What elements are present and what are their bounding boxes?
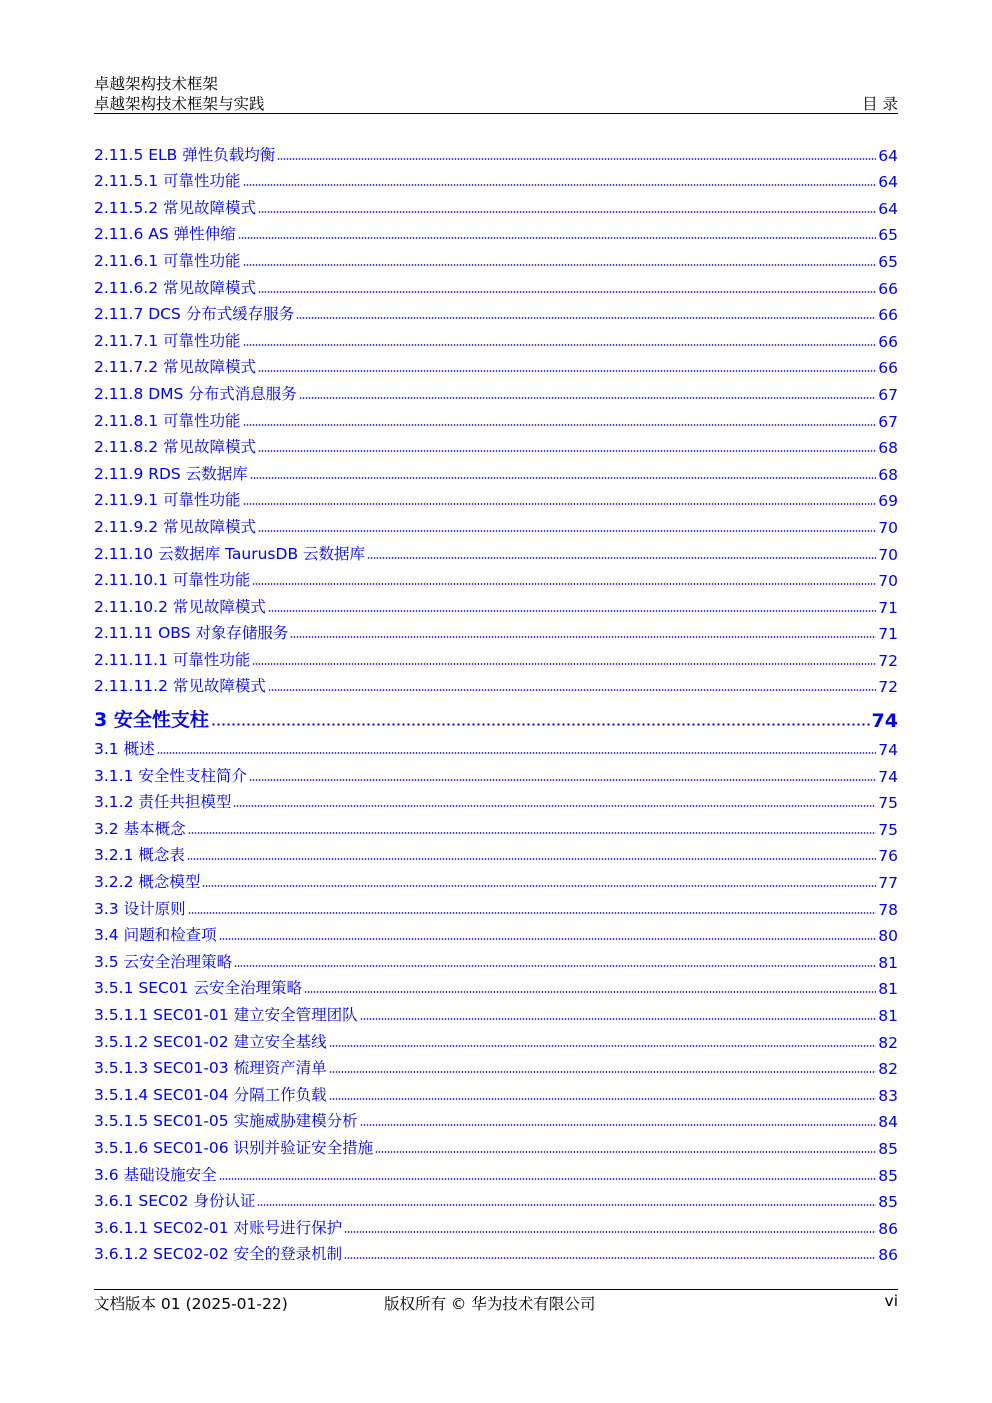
toc-dot-leader: [243, 344, 877, 346]
toc-entry-title: 2.11.11.1 可靠性功能: [94, 650, 251, 669]
toc-entry-link[interactable]: [94, 138, 898, 165]
toc-page-number: 69: [878, 492, 898, 511]
toc-dot-leader: [258, 211, 876, 213]
toc-dot-leader: [219, 1178, 877, 1180]
header-section-label: 目 录: [862, 95, 898, 113]
toc-page-number: 85: [878, 1139, 898, 1158]
toc-entry-title: 3.2.1 概念表: [94, 846, 185, 865]
toc-entry-link[interactable]: [94, 377, 898, 404]
toc-entry-title: 2.11.9.2 常见故障模式: [94, 517, 257, 536]
toc-dot-leader: [329, 1045, 877, 1047]
toc-entry-link[interactable]: [94, 865, 898, 892]
toc-dot-leader: [187, 858, 876, 860]
toc-page-number: 67: [878, 385, 898, 404]
toc-entry-title: 2.11.11 OBS 对象存储服务: [94, 624, 289, 643]
toc-entry-title: 2.11.10 云数据库 TaurusDB 云数据库: [94, 544, 366, 563]
toc-page-number: 86: [878, 1246, 898, 1265]
toc-chapter-link[interactable]: [94, 696, 898, 732]
toc-page-number: 72: [878, 651, 898, 670]
toc-page-number: 65: [878, 252, 898, 271]
toc-page-number: 67: [878, 412, 898, 431]
toc-entry-title: 2.11.9.1 可靠性功能: [94, 491, 241, 510]
toc-page-number: 66: [878, 279, 898, 298]
page-footer: [94, 1289, 898, 1320]
toc-entry-link[interactable]: [94, 1158, 898, 1185]
toc-entry-link[interactable]: [94, 484, 898, 511]
toc-page-number: 82: [878, 1060, 898, 1079]
toc-page-number: 83: [878, 1086, 898, 1105]
toc-page-number: 74: [878, 767, 898, 786]
toc-dot-leader: [299, 397, 876, 399]
toc-entry-link[interactable]: [94, 351, 898, 378]
table-of-contents: [94, 138, 898, 1264]
toc-dot-leader: [344, 1231, 876, 1233]
toc-entry-title: 3.2.2 概念模型: [94, 873, 201, 892]
toc-entry-title: 3.5 云安全治理策略: [94, 952, 233, 971]
toc-dot-leader: [258, 370, 876, 372]
toc-entry-link[interactable]: [94, 759, 898, 786]
toc-entry-link[interactable]: [94, 1211, 898, 1238]
toc-entry-title: 3.1.2 责任共担模型: [94, 793, 232, 812]
toc-page-number: 85: [878, 1193, 898, 1212]
toc-page-number: 80: [878, 927, 898, 946]
toc-entry-link[interactable]: [94, 1238, 898, 1265]
toc-dot-leader: [329, 1071, 877, 1073]
toc-dot-leader: [234, 965, 876, 967]
toc-entry-title: 3.6.1.2 SEC02-02 安全的登录机制: [94, 1245, 343, 1264]
toc-page-number: 86: [878, 1219, 898, 1238]
toc-entry-title: 3.1.1 安全性支柱简介: [94, 766, 247, 785]
toc-entry-title: 2.11.6 AS 弹性伸缩: [94, 225, 236, 244]
toc-entry-link[interactable]: [94, 812, 898, 839]
toc-entry-link[interactable]: [94, 786, 898, 813]
toc-entry-link[interactable]: [94, 165, 898, 192]
toc-entry-link[interactable]: [94, 457, 898, 484]
toc-entry-title: 3.5.1.2 SEC01-02 建立安全基线: [94, 1032, 327, 1051]
toc-dot-leader: [219, 938, 877, 940]
toc-page-number: 76: [878, 847, 898, 866]
toc-dot-leader: [157, 752, 877, 754]
toc-dot-leader: [252, 663, 876, 665]
toc-entry-title: 2.11.7 DCS 分布式缓存服务: [94, 305, 295, 324]
toc-entry-link[interactable]: [94, 510, 898, 537]
toc-entry-title: 3.5.1.6 SEC01-06 识别并验证安全措施: [94, 1138, 374, 1157]
toc-entry-link[interactable]: [94, 998, 898, 1025]
toc-entry-title: 2.11.8.1 可靠性功能: [94, 411, 241, 430]
toc-dot-leader: [243, 424, 877, 426]
toc-entry-link[interactable]: [94, 244, 898, 271]
toc-entry-title: 2.11.5 ELB 弹性负载均衡: [94, 145, 276, 164]
toc-page-number: 74: [878, 741, 898, 760]
toc-dot-leader: [202, 885, 876, 887]
toc-dot-leader: [233, 805, 876, 807]
toc-dot-leader: [375, 1151, 876, 1153]
toc-entry-link[interactable]: [94, 1131, 898, 1158]
toc-dot-leader: [188, 912, 877, 914]
toc-entry-title: 3.6.1 SEC02 身份认证: [94, 1192, 256, 1211]
toc-page-number: 68: [878, 439, 898, 458]
toc-page-number: 64: [878, 146, 898, 165]
toc-page-number: 85: [878, 1166, 898, 1185]
toc-page-number: 75: [878, 820, 898, 839]
toc-page-number: 71: [878, 625, 898, 644]
toc-page-number: 75: [878, 794, 898, 813]
toc-page-number: 68: [878, 465, 898, 484]
toc-page-number: 64: [878, 173, 898, 192]
toc-entry-title: 3.1 概述: [94, 740, 155, 759]
toc-entry-link[interactable]: [94, 972, 898, 999]
toc-entry-link[interactable]: [94, 1052, 898, 1079]
toc-dot-leader: [249, 779, 876, 781]
toc-dot-leader: [290, 636, 876, 638]
toc-dot-leader: [243, 184, 877, 186]
toc-entry-link[interactable]: [94, 892, 898, 919]
toc-page-number: 66: [878, 306, 898, 325]
toc-dot-leader: [258, 450, 876, 452]
toc-dot-leader: [257, 1204, 876, 1206]
toc-page-number: 64: [878, 199, 898, 218]
toc-entry-title: 3.5.1.3 SEC01-03 梳理资产清单: [94, 1059, 327, 1078]
toc-entry-link[interactable]: [94, 404, 898, 431]
toc-entry-link[interactable]: [94, 919, 898, 946]
toc-dot-leader: [258, 530, 876, 532]
toc-entry-title: 3.5.1.4 SEC01-04 分隔工作负载: [94, 1085, 327, 1104]
toc-dot-leader: [277, 158, 876, 160]
toc-entry-title: 2.11.8 DMS 分布式消息服务: [94, 384, 297, 403]
toc-page-number: 66: [878, 359, 898, 378]
toc-entry-title: 3.5.1 SEC01 云安全治理策略: [94, 979, 302, 998]
toc-dot-leader: [367, 557, 876, 559]
toc-dot-leader: [243, 264, 877, 266]
toc-entry-link[interactable]: [94, 324, 898, 351]
toc-entry-link[interactable]: [94, 431, 898, 458]
toc-entry-link[interactable]: [94, 1025, 898, 1052]
toc-entry-title: 2.11.10.2 常见故障模式: [94, 597, 266, 616]
toc-entry-link[interactable]: [94, 945, 898, 972]
toc-page-number: 82: [878, 1033, 898, 1052]
toc-entry-title: 2.11.6.2 常见故障模式: [94, 278, 257, 297]
toc-dot-leader: [268, 610, 876, 612]
toc-entry-title: 3.5.1.1 SEC01-01 建立安全管理团队: [94, 1006, 358, 1024]
toc-page-number: 81: [878, 1007, 898, 1025]
toc-entry-link[interactable]: [94, 218, 898, 245]
footer-doc-version: 文档版本 01 (2025-01-22): [94, 1295, 288, 1313]
toc-page-number: 71: [878, 598, 898, 617]
toc-entry-title: 2.11.6.1 可靠性功能: [94, 251, 241, 270]
toc-entry-link[interactable]: [94, 670, 898, 697]
toc-page-number: 81: [878, 953, 898, 972]
toc-entry-link[interactable]: [94, 1185, 898, 1212]
toc-dot-leader: [329, 1098, 877, 1100]
toc-entry-link[interactable]: [94, 617, 898, 644]
toc-entry-link[interactable]: [94, 839, 898, 866]
toc-dot-leader: [304, 991, 876, 993]
toc-page-number: 72: [878, 678, 898, 697]
toc-dot-leader: [258, 291, 876, 293]
toc-dot-leader: [211, 723, 870, 726]
toc-entry-link[interactable]: [94, 1078, 898, 1105]
toc-entry-title: 3.6 基础设施安全: [94, 1165, 217, 1184]
toc-entry-title: 3.6.1.1 SEC02-01 对账号进行保护: [94, 1218, 343, 1237]
header-doc-title: 卓越架构技术框架: [94, 75, 219, 93]
toc-entry-title: 2.11.11.2 常见故障模式: [94, 677, 266, 696]
toc-dot-leader: [360, 1124, 877, 1126]
toc-entry-link[interactable]: [94, 590, 898, 617]
toc-entry-link[interactable]: [94, 732, 898, 759]
toc-entry-title: 2.11.7.1 可靠性功能: [94, 331, 241, 350]
toc-dot-leader: [188, 832, 877, 834]
footer-page-number: vi: [884, 1292, 898, 1310]
toc-dot-leader: [243, 503, 877, 505]
toc-entry-title: 3.5.1.5 SEC01-05 实施威胁建模分析: [94, 1112, 358, 1131]
footer-copyright: 版权所有 © 华为技术有限公司: [384, 1295, 596, 1313]
toc-dot-leader: [250, 477, 877, 479]
toc-entry-title: 2.11.9 RDS 云数据库: [94, 464, 248, 483]
toc-dot-leader: [360, 1018, 877, 1020]
toc-dot-leader: [296, 317, 876, 319]
toc-page-number: 81: [878, 980, 898, 999]
toc-page-number: 65: [878, 226, 898, 245]
toc-page-number: 77: [878, 874, 898, 893]
toc-entry-title: 3.4 问题和检查项: [94, 926, 217, 945]
toc-entry-link[interactable]: [94, 564, 898, 591]
toc-entry-link[interactable]: [94, 298, 898, 325]
toc-entry-title: 3.2 基本概念: [94, 819, 186, 838]
toc-dot-leader: [268, 689, 876, 691]
toc-page-number: 70: [878, 572, 898, 591]
toc-entry-title: 3.3 设计原则: [94, 899, 186, 918]
toc-entry-title: 2.11.7.2 常见故障模式: [94, 358, 257, 377]
toc-dot-leader: [344, 1257, 876, 1259]
toc-entry-link[interactable]: [94, 191, 898, 218]
page-header: [94, 70, 898, 114]
toc-page-number: 84: [878, 1113, 898, 1132]
toc-entry-link[interactable]: [94, 643, 898, 670]
toc-entry-link[interactable]: [94, 271, 898, 298]
toc-entry-title: 3 安全性支柱: [94, 709, 209, 732]
header-doc-subtitle: 卓越架构技术框架与实践: [94, 95, 265, 113]
toc-dot-leader: [252, 583, 876, 585]
toc-entry-title: 2.11.5.1 可靠性功能: [94, 172, 241, 191]
toc-dot-leader: [238, 237, 877, 239]
toc-page-number: 78: [878, 900, 898, 919]
toc-page-number: 70: [878, 545, 898, 564]
toc-entry-title: 2.11.5.2 常见故障模式: [94, 198, 257, 217]
toc-entry-title: 2.11.8.2 常见故障模式: [94, 438, 257, 457]
toc-page-number: 74: [871, 710, 898, 733]
toc-page-number: 70: [878, 518, 898, 537]
toc-entry-link[interactable]: [94, 1105, 898, 1132]
toc-page-number: 66: [878, 332, 898, 351]
toc-entry-link[interactable]: [94, 537, 898, 564]
toc-entry-title: 2.11.10.1 可靠性功能: [94, 571, 251, 590]
